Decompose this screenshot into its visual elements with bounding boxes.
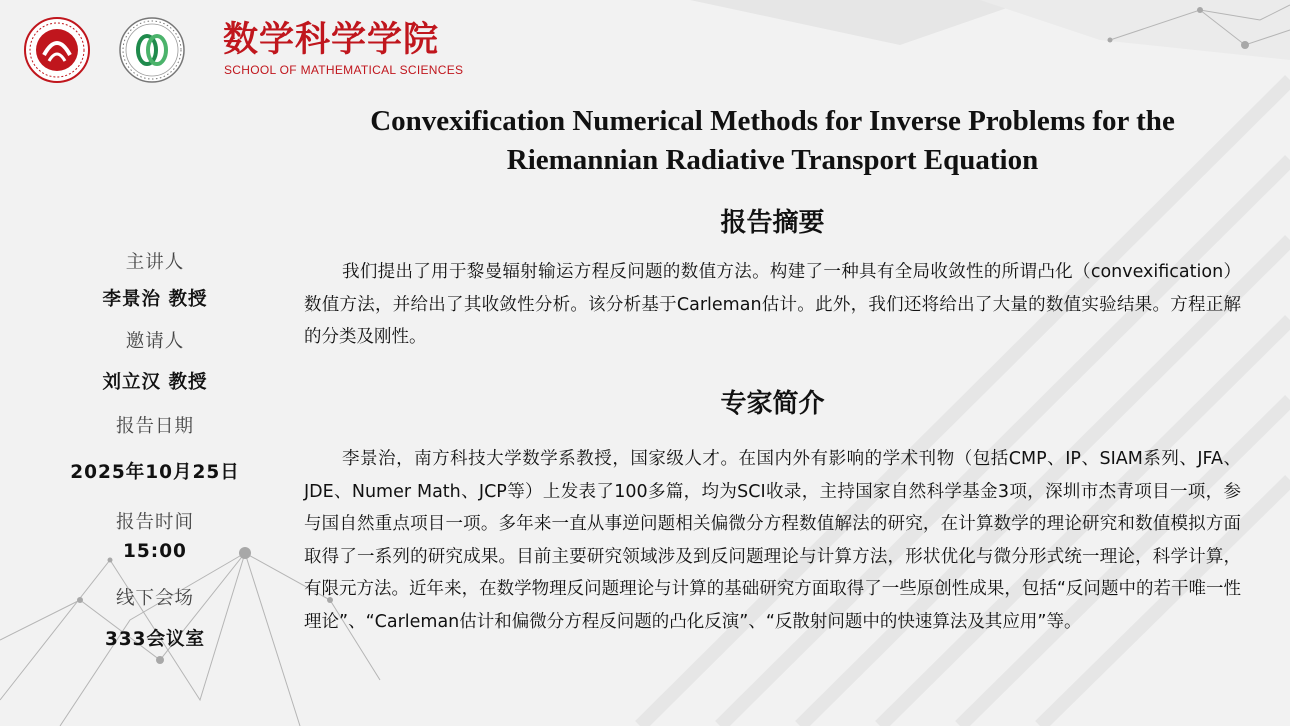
abstract-heading: 报告摘要	[720, 208, 825, 238]
talk-title	[300, 102, 1245, 180]
speaker-label: 主讲人	[125, 252, 185, 273]
talk-title-line2: Riemannian Radiative Transport Equation	[506, 144, 1039, 176]
bio-text: 李景治，南方科技大学数学系教授，国家级人才。在国内外有影响的学术刊物（包括CMP、IP、SIAM系列、JFA、JDE、Numer Math、JCP等）上发表了100多篇，均为SCI收录，主持国家自然科学基金3项，深圳市杰青项目一项，参与国自然重点项目一项。多年来一直从事逆问题相关偏微分方程数值解法的研究，在计算数学的理论研究和数值模拟方面取得了一系列的研究成果。目前主要研究领域涉及到反问题理论与计算方法，形状优化与微分形式统一理论，科学计算，有限元方法。近年来，在数学物理反问题理论与计算的基础研究方面取得了一些原创性成果，包括“反问题中的若干唯一性理论”、“Carleman估计和偏微分方程反问题的凸化反演”、“反散射问题中的快速算法及其应用”等。	[304, 449, 1241, 632]
time-value: 15:00	[123, 541, 187, 562]
school-name-cn: 数学科学学院	[223, 20, 440, 60]
date-label: 报告日期	[115, 416, 194, 437]
bio-heading: 专家简介	[720, 389, 825, 419]
time-label: 报告时间	[115, 512, 194, 533]
venue-value: 333会议室	[104, 629, 206, 650]
host-value: 刘立汉 教授	[102, 372, 208, 393]
school-name-en: SCHOOL OF MATHEMATICAL SCIENCES	[224, 63, 464, 77]
venue-label: 线下会场	[115, 588, 194, 609]
speaker-value: 李景治 教授	[102, 289, 208, 310]
talk-title-line1: Convexification Numerical Methods for Inverse Problems for the	[370, 105, 1175, 137]
abstract-text: 我们提出了用于黎曼辐射输运方程反问题的数值方法。构建了一种具有全局收敛性的所谓凸化（convexification）数值方法，并给出了其收敛性分析。该分析基于Carleman估计。此外，我们还将给出了大量的数值实验结果。方程正解的分类及刚性。	[304, 262, 1241, 347]
host-label: 邀请人	[125, 331, 185, 352]
date-value: 2025年10月25日	[70, 462, 240, 483]
school-logo	[119, 17, 185, 83]
university-logo	[24, 17, 90, 83]
